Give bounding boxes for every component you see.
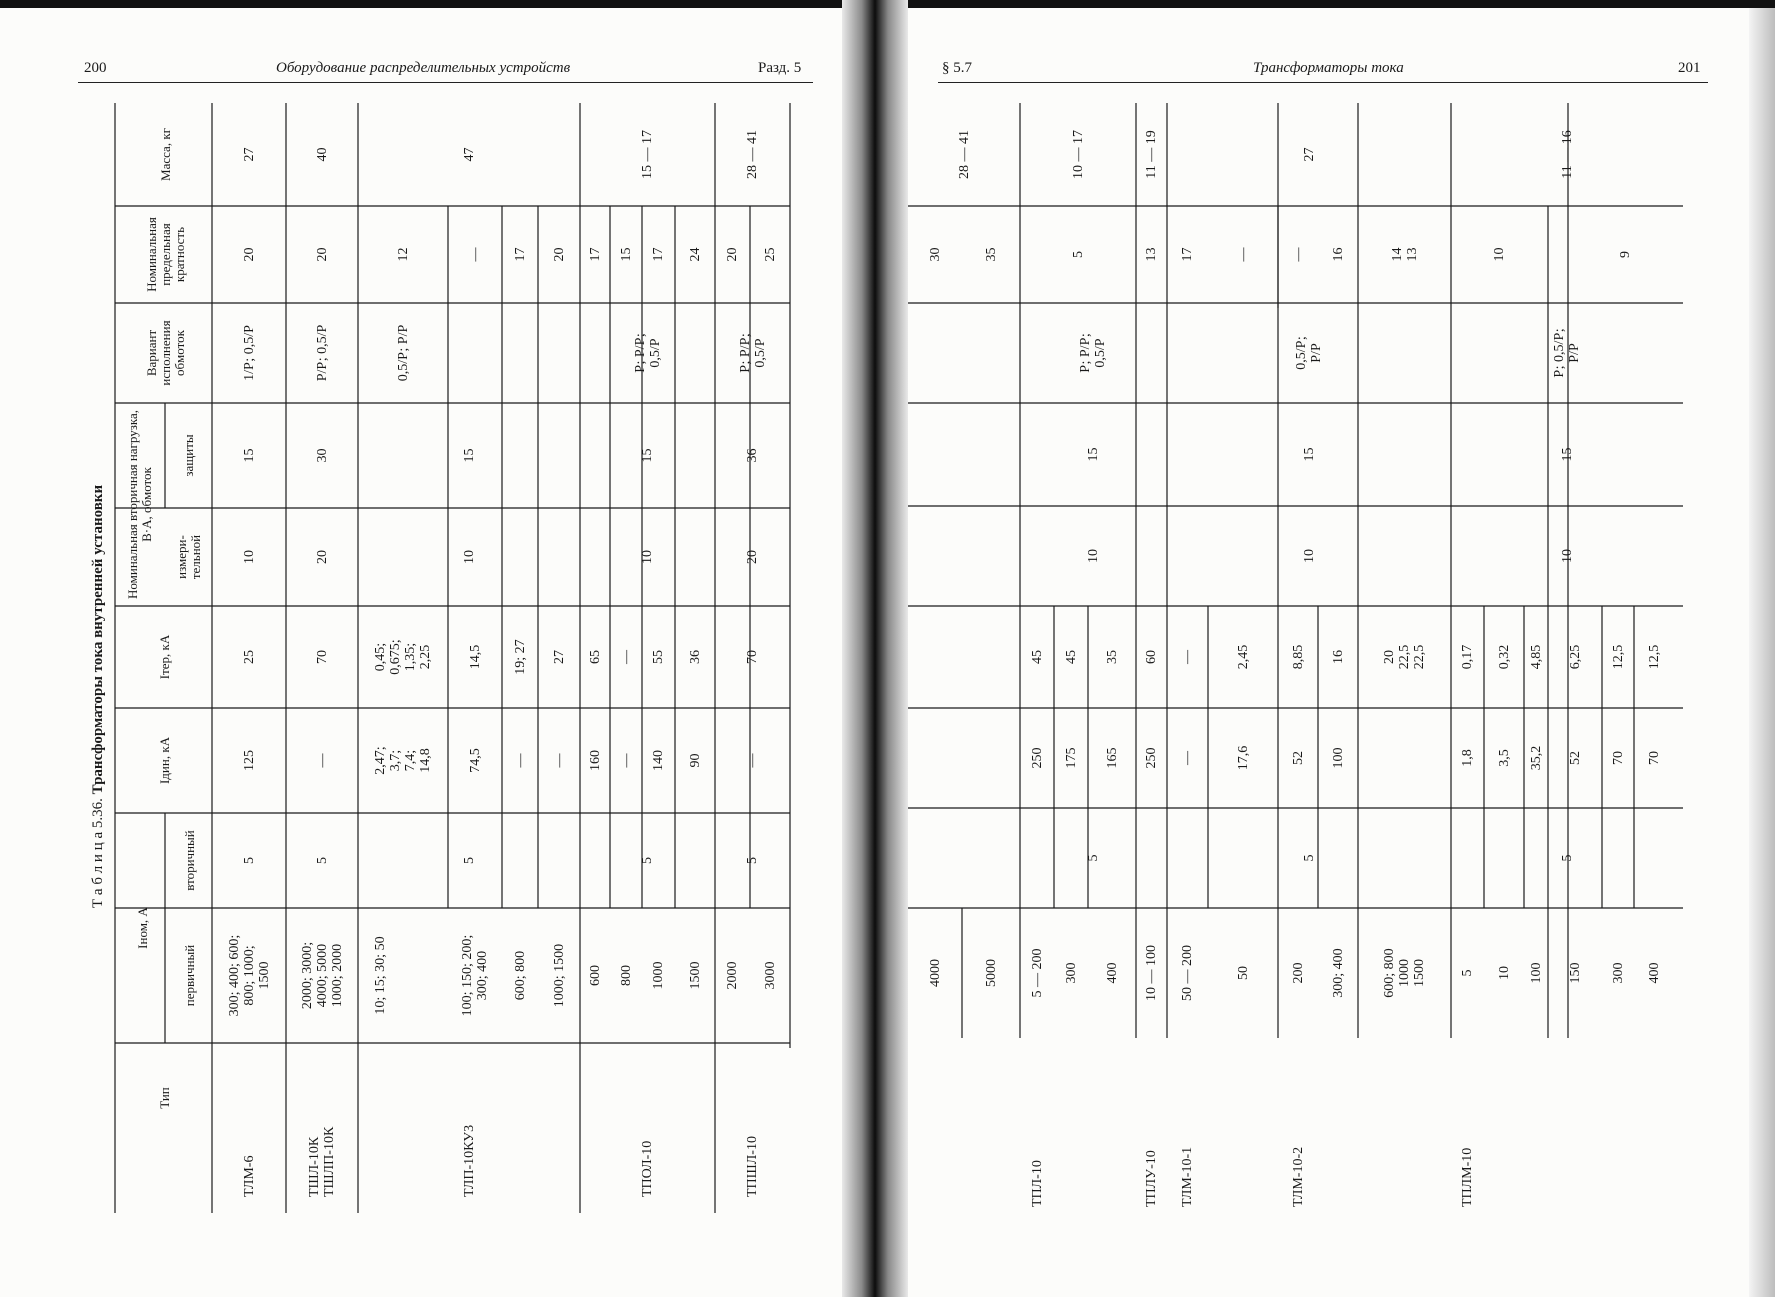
- left-section: Разд. 5: [758, 60, 802, 76]
- row-primary: 1500: [687, 961, 703, 990]
- row-iter: 60: [1144, 650, 1159, 664]
- row-mass: 10 — 17: [1070, 130, 1086, 179]
- row-idin: 100: [1330, 747, 1346, 769]
- row-idin: 1,8: [1460, 749, 1475, 767]
- row-secondary: 5: [640, 857, 655, 864]
- row-mass: 27: [1301, 147, 1317, 162]
- row-mult: 25: [762, 247, 778, 262]
- row-iter: 19; 27: [512, 639, 528, 675]
- row-iter: 0,32: [1496, 644, 1512, 670]
- row-variant: Р; Р/Р; 0,5/Р: [1078, 333, 1108, 373]
- row-mult: 12: [395, 247, 411, 262]
- row-mult: 30: [927, 247, 943, 262]
- row-mult: 20: [725, 247, 740, 262]
- row-iter: 2,45: [1235, 644, 1251, 670]
- row-primary: 300: [1063, 962, 1079, 984]
- row-type: ТПЛУ-10: [1144, 1150, 1159, 1207]
- row-variant: Р/Р; 0,5/Р: [314, 324, 330, 382]
- row-primary: 800: [618, 965, 634, 986]
- row-mult: 16: [1330, 247, 1346, 262]
- row-iter: 27: [551, 650, 567, 664]
- row-primary: 600: [587, 965, 603, 986]
- row-primary: 600; 800: [512, 950, 528, 1001]
- row-prot: 15: [1301, 447, 1317, 462]
- row-primary: 5 — 200: [1029, 948, 1045, 998]
- row-mult: 17: [587, 247, 603, 262]
- row-idin: —: [618, 753, 634, 768]
- row-primary: 100; 150; 200; 300; 400: [460, 934, 490, 1017]
- row-mult: 20: [551, 247, 567, 262]
- row-type: ТЛМ-10-2: [1290, 1146, 1306, 1207]
- row-idin: 160: [587, 750, 603, 771]
- row-prot: 15: [241, 448, 257, 463]
- row-iter: 45: [1029, 650, 1045, 664]
- table-caption-label: Т а б л и ц а 5.36.: [90, 798, 106, 908]
- header-iter: Iтер, кА: [157, 634, 172, 680]
- row-mult: 20: [241, 247, 257, 262]
- row-iter: 70: [745, 650, 760, 664]
- row-iter: 35: [1104, 650, 1120, 664]
- row-primary: 1000: [651, 961, 666, 990]
- table-caption-title: Трансформаторы тока внутренней установки: [90, 484, 106, 795]
- row-primary: 400: [1646, 962, 1662, 984]
- row-primary: 3000: [762, 961, 778, 990]
- right-running-title: Трансформаторы тока: [1253, 60, 1404, 76]
- row-idin: 125: [241, 750, 257, 771]
- row-type: ТПЛ-10: [1029, 1160, 1045, 1207]
- row-secondary: 5: [745, 857, 760, 864]
- row-primary: 1000; 1500: [551, 943, 567, 1008]
- header-protection: защиты: [180, 434, 196, 477]
- row-mult: 14 13: [1389, 247, 1420, 262]
- row-idin: 70: [1610, 751, 1626, 765]
- row-mass: 11 — 16: [1559, 130, 1575, 179]
- left-page: [0, 8, 842, 1297]
- row-iter: —: [618, 650, 634, 664]
- header-measuring: измери- тельной: [173, 534, 203, 580]
- row-idin: —: [551, 753, 567, 768]
- row-variant: 0,5/Р; Р/Р: [1294, 336, 1324, 370]
- row-type: ТШЛ-10К ТШЛП-10К: [307, 1126, 337, 1197]
- row-type: ТЛМ-10-1: [1180, 1146, 1195, 1207]
- row-primary: 300; 400: [1330, 948, 1346, 998]
- row-primary: 200: [1290, 962, 1306, 984]
- row-primary: 2000: [725, 961, 740, 990]
- row-primary: 10 — 100: [1144, 945, 1159, 1001]
- row-primary: 2000; 3000; 4000; 5000 1000; 2000: [299, 941, 345, 1010]
- row-prot: 36: [745, 448, 760, 463]
- row-mult: 15: [618, 247, 634, 262]
- left-page-number: 200: [84, 60, 107, 76]
- row-mult: 13: [1144, 247, 1159, 262]
- row-type: ТПШЛ-10: [745, 1136, 760, 1197]
- header-inom: Iном, А: [135, 907, 150, 949]
- row-meas: 10: [1301, 549, 1317, 563]
- row-iter: 55: [651, 650, 666, 664]
- header-load: Номинальная вторичная нагрузка, В·А, обмоток: [125, 410, 154, 599]
- row-iter: 8,85: [1290, 644, 1306, 670]
- row-mass: 27: [241, 147, 257, 162]
- row-meas: 20: [314, 550, 330, 564]
- row-prot: 15: [1085, 447, 1101, 462]
- row-iter: 0,17: [1460, 644, 1475, 670]
- row-idin: 250: [1144, 747, 1159, 769]
- page-edge-shadow: [1749, 8, 1775, 1297]
- row-idin: —: [745, 753, 760, 768]
- row-mass: 28 — 41: [956, 130, 972, 179]
- row-idin: 3,5: [1496, 749, 1512, 767]
- row-mult: 17: [512, 247, 528, 262]
- row-idin: 140: [651, 750, 666, 771]
- row-mult: 5: [1070, 251, 1086, 258]
- row-iter: 65: [587, 650, 603, 664]
- row-idin: —: [314, 753, 330, 768]
- row-mass: 15 — 17: [640, 130, 655, 179]
- row-iter: 36: [687, 650, 703, 664]
- row-mult: 17: [651, 247, 666, 262]
- row-idin: 70: [1646, 751, 1662, 765]
- row-idin: 2,47; 3,7; 7,4; 14,8: [373, 746, 433, 775]
- book-gutter: [842, 0, 908, 1297]
- row-variant: 1/Р; 0,5/Р: [241, 325, 257, 381]
- row-idin: 165: [1104, 747, 1120, 769]
- row-meas: 10: [640, 550, 655, 564]
- header-secondary: вторичный: [182, 830, 197, 891]
- row-idin: 52: [1567, 751, 1583, 765]
- row-mult: —: [1290, 247, 1306, 262]
- row-idin: 52: [1290, 751, 1306, 765]
- row-primary: 50 — 200: [1180, 945, 1195, 1001]
- right-section: § 5.7: [942, 60, 972, 76]
- row-secondary: 5: [1085, 854, 1101, 862]
- row-idin: 17,6: [1235, 745, 1251, 771]
- row-primary: 10: [1496, 966, 1512, 980]
- row-iter: 6,25: [1567, 644, 1583, 670]
- row-meas: 10: [461, 550, 477, 564]
- row-prot: 15: [461, 448, 477, 463]
- row-idin: —: [1180, 751, 1195, 765]
- row-mult: —: [467, 247, 483, 262]
- row-variant: Р; Р/Р; 0,5/Р: [737, 333, 768, 373]
- right-page-number: 201: [1678, 60, 1701, 76]
- row-mult: 20: [314, 247, 330, 262]
- row-idin: 90: [687, 753, 703, 768]
- row-primary: 10; 15; 30; 50: [373, 936, 388, 1015]
- row-type: ТПОЛ-10: [640, 1140, 655, 1197]
- row-iter: 14,5: [467, 644, 483, 670]
- row-secondary: 5: [314, 857, 330, 864]
- row-secondary: 5: [461, 857, 477, 864]
- row-primary: 300: [1610, 962, 1626, 984]
- row-iter: 0,45; 0,675; 1,35; 2,25: [373, 639, 433, 675]
- row-mass: 11 — 19: [1144, 130, 1159, 179]
- row-iter: 12,5: [1646, 644, 1662, 670]
- row-secondary: 5: [241, 857, 257, 864]
- row-type: ТПЛМ-10: [1460, 1147, 1475, 1207]
- row-iter: 25: [241, 650, 257, 664]
- row-mult: 35: [983, 247, 999, 262]
- row-iter: 16: [1330, 650, 1346, 664]
- row-iter: 20 22,5 22,5: [1382, 644, 1427, 670]
- row-variant: 0,5/Р; Р/Р: [395, 324, 411, 382]
- row-idin: 35,2: [1528, 745, 1544, 771]
- row-mult: 9: [1618, 251, 1633, 258]
- header-primary: первичный: [182, 944, 197, 1007]
- row-variant: Р; 0,5/Р; Р/Р: [1552, 328, 1582, 378]
- header-idin: Iдин, кА: [157, 736, 172, 785]
- row-idin: 74,5: [467, 748, 483, 773]
- header-mass: Масса, кг: [158, 128, 173, 181]
- row-type: ТЛМ-6: [241, 1155, 257, 1197]
- row-primary: 5: [1460, 969, 1475, 977]
- row-meas: 10: [1559, 549, 1575, 563]
- row-primary: 100: [1528, 962, 1544, 984]
- row-mass: 28 — 41: [745, 130, 760, 179]
- row-iter: —: [1180, 650, 1195, 664]
- header-variant: Вариант исполнения обмоток: [144, 320, 187, 386]
- row-mult: —: [1235, 247, 1251, 262]
- row-primary: 400: [1104, 962, 1120, 984]
- row-meas: 20: [745, 550, 760, 564]
- row-mult: 24: [687, 247, 703, 262]
- row-iter: 45: [1063, 650, 1079, 664]
- row-primary: 600; 800 1000 1500: [1382, 948, 1427, 998]
- row-meas: 10: [241, 550, 257, 564]
- row-mult: 10: [1492, 247, 1507, 262]
- row-primary: 300; 400; 600; 800; 1000; 1500: [226, 934, 272, 1017]
- row-mult: 17: [1180, 247, 1195, 262]
- row-prot: 15: [1559, 447, 1575, 462]
- row-prot: 30: [314, 448, 330, 463]
- row-primary: 4000: [927, 959, 943, 987]
- left-running-title: Оборудование распределительных устройств: [276, 60, 571, 76]
- header-multiplicity: Номинальная предельная кратность: [144, 217, 187, 292]
- row-idin: 175: [1063, 747, 1079, 769]
- row-idin: 250: [1029, 747, 1045, 769]
- row-primary: 50: [1235, 966, 1251, 980]
- row-mass: 40: [314, 147, 330, 162]
- row-iter: 70: [314, 650, 330, 664]
- row-meas: 10: [1085, 549, 1101, 563]
- row-primary: 150: [1567, 962, 1583, 984]
- row-variant: Р; Р/Р; 0,5/Р: [632, 333, 663, 373]
- row-iter: 12,5: [1610, 644, 1626, 670]
- right-page: [908, 8, 1775, 1297]
- row-secondary: 5: [1559, 854, 1575, 862]
- row-primary: 5000: [983, 959, 999, 987]
- row-type: ТЛП-10КУ3: [461, 1124, 477, 1197]
- row-idin: —: [512, 753, 528, 768]
- row-secondary: 5: [1301, 854, 1317, 862]
- header-type: Тип: [157, 1087, 172, 1109]
- row-prot: 15: [640, 448, 655, 463]
- row-mass: 47: [461, 147, 477, 162]
- row-iter: 4,85: [1528, 644, 1544, 670]
